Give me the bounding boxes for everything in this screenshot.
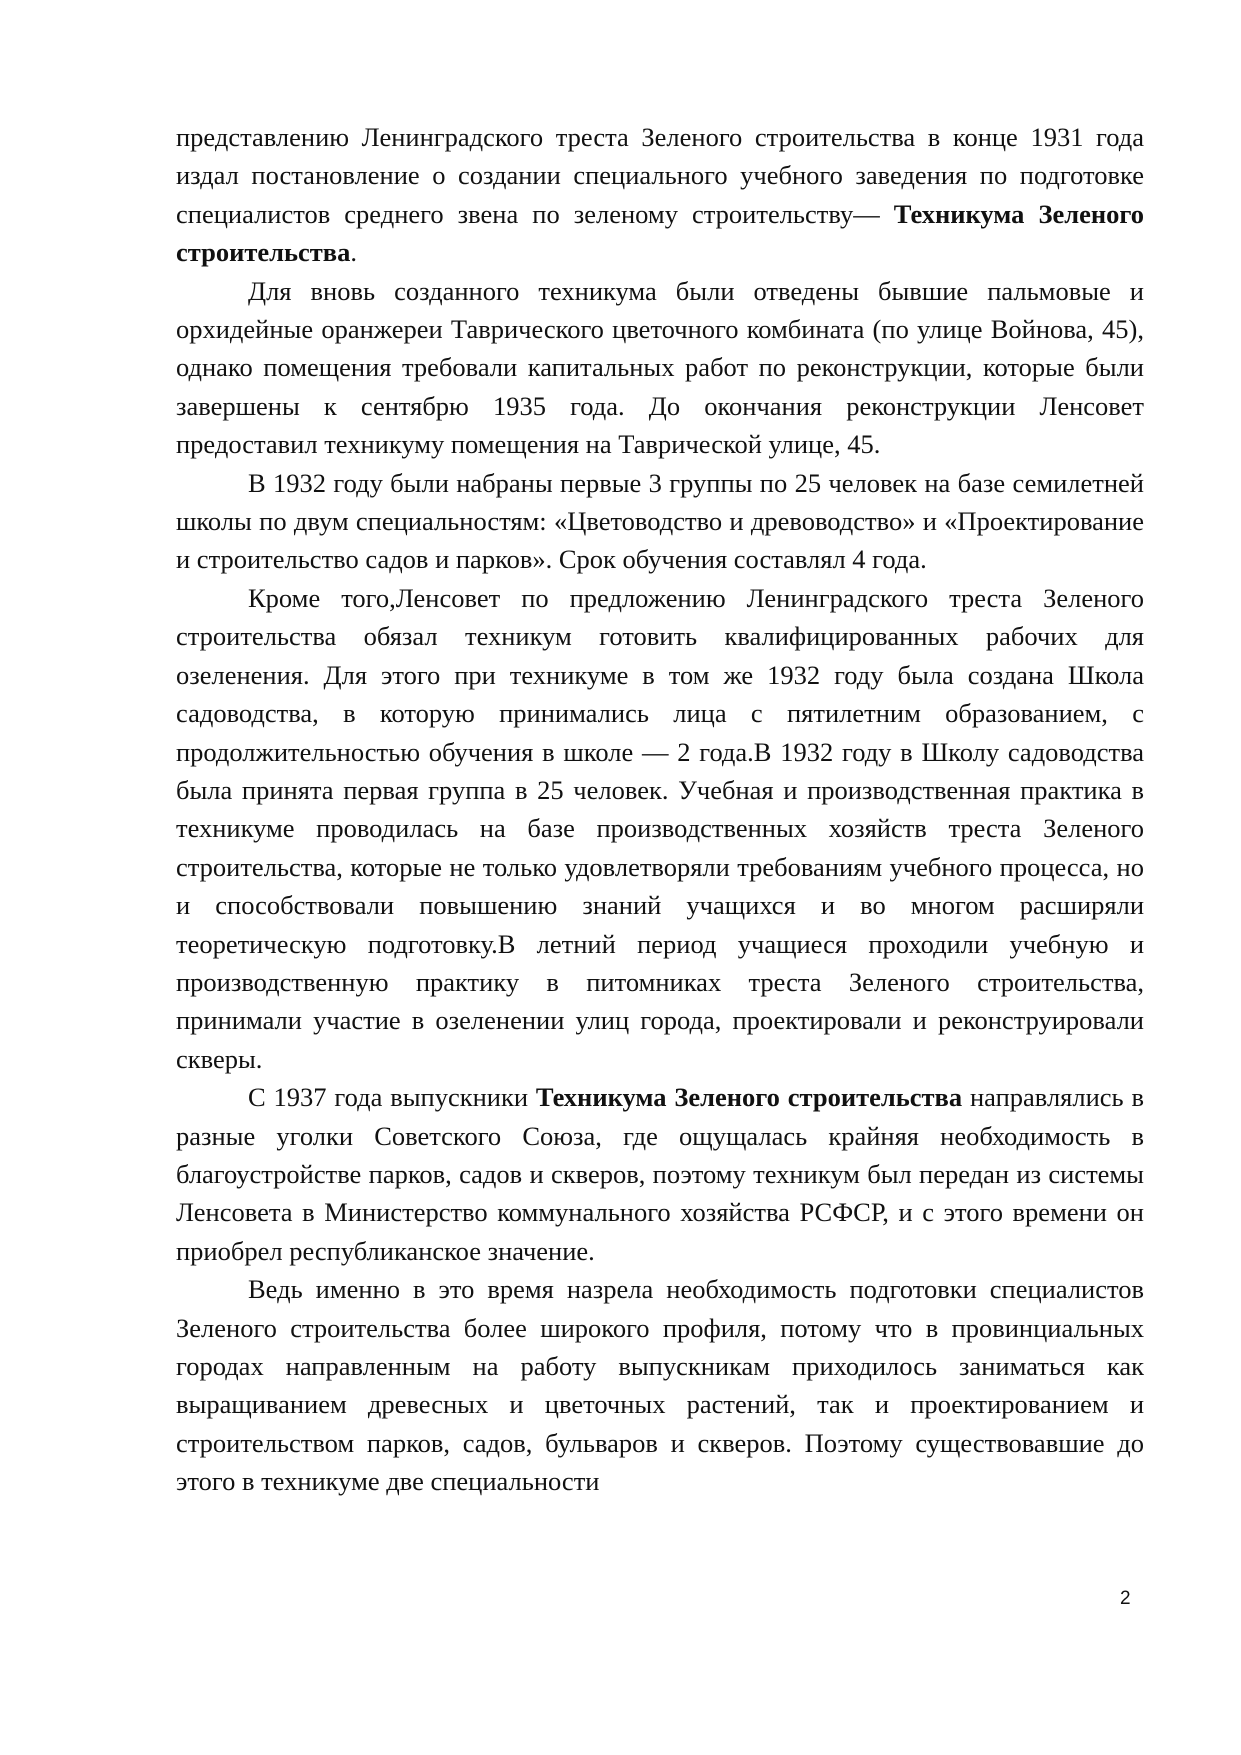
text-run: В 1932 году были набраны первые 3 группы по 25 человек на базе семилетней школы по двум специальностям: «Цветоводство и древоводство» и «Проектирование и строительство садов и парков». Срок обучения составлял 4 года.	[176, 467, 1144, 575]
bold-text-run: Техникума Зеленого строительства	[535, 1082, 963, 1113]
text-run: Для вновь созданного техникума были отведены бывшие пальмовые и орхидейные оранжереи Таврического цветочного комбината (по улице Войнова, 45), однако помещения требовали капитальных работ по реконструкции, которые были завершены к сентябрю 1935 года. До окончания реконструкции Ленсовет предоставил техникуму помещения на Таврической улице, 45.	[176, 275, 1144, 460]
paragraph-1	[176, 118, 1144, 272]
page-number: 2	[1120, 1588, 1131, 1609]
bold-text-run: Техникума Зеленого строительства	[176, 198, 1144, 268]
text-run: Кроме того,Ленсовет по предложению Ленинградского треста Зеленого строительства обязал техникум готовить квалифицированных рабочих для озеленения. Для этого при техникуме в том же 1932 году была создана Школа садоводства, в которую принимались лица с пятилетним образованием, с продолжительностью обучения в школе — 2 года.В 1932 году в Школу садоводства была принята первая группа в 25 человек. Учебная и производственная практика в техникуме проводилась на базе производственных хозяйств треста Зеленого строительства, которые не только удовлетворяли требованиям учебного процесса, но и способствовали повышению знаний учащихся и во многом расширяли теоретическую подготовку.В летний период учащиеся проходили учебную и производственную практику в питомниках треста Зеленого строительства, принимали участие в озеленении улиц города, проектировали и реконструировали скверы.	[176, 582, 1144, 1074]
paragraph-5	[176, 1078, 1144, 1270]
paragraph-3	[176, 464, 1144, 579]
paragraph-6	[176, 1270, 1144, 1500]
text-run: направлялись в разные уголки Советского Союза, где ощущалась крайняя необходимость в благоустройстве парков, садов и скверов, поэтому техникум был передан из системы Ленсовета в Министерство коммунального хозяйства РСФСР, и с этого времени он приобрел республиканское значение.	[176, 1082, 1144, 1266]
text-run: представлению Ленинградского треста Зеленого строительства в конце 1931 года издал постановление о создании специального учебного заведения по подготовке специалистов среднего звена по зеленому строительству—	[176, 122, 1144, 229]
text-run: С 1937 года выпускники	[248, 1082, 536, 1113]
paragraph-4	[176, 579, 1144, 1078]
text-run: .	[350, 237, 357, 268]
paragraph-2	[176, 272, 1144, 464]
document-body	[176, 118, 1144, 1501]
text-run: Ведь именно в это время назрела необходимость подготовки специалистов Зеленого строительства более широкого профиля, потому что в провинциальных городах направленным на работу выпускникам приходилось заниматься как выращиванием древесных и цветочных растений, так и проектированием и строительством парков, садов, бульваров и скверов. Поэтому существовавшие до этого в техникуме две специальности	[176, 1274, 1144, 1497]
